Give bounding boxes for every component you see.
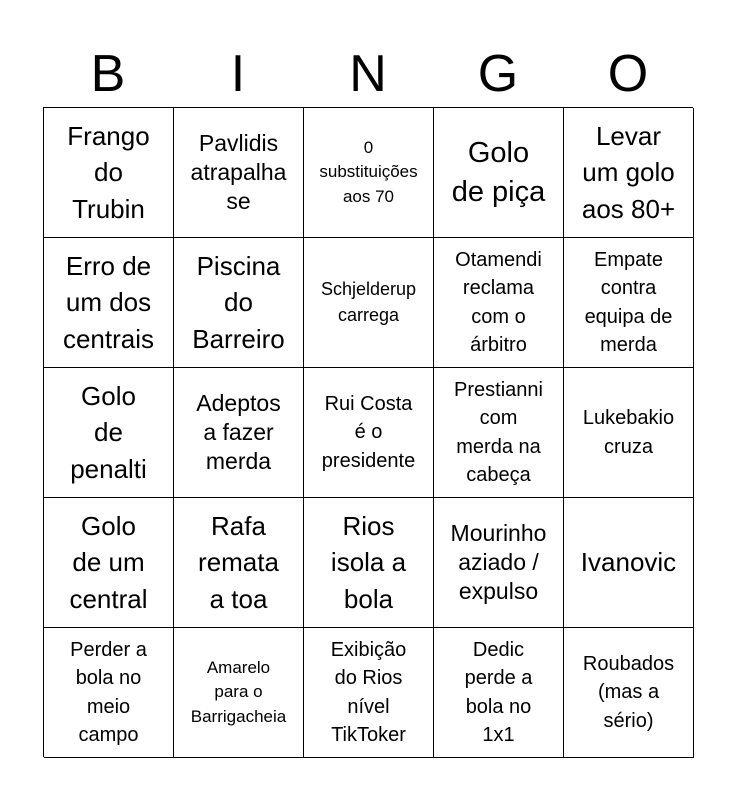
bingo-cell-r2-c1 bbox=[44, 238, 174, 368]
bingo-cell-r1-c1 bbox=[44, 108, 174, 238]
header-letter-b: B bbox=[90, 45, 126, 103]
bingo-cell-text: Ivanovic bbox=[580, 547, 677, 578]
bingo-cell-text: Lukebakio cruza bbox=[582, 407, 675, 458]
bingo-cell-r2-c5 bbox=[564, 238, 694, 368]
bingo-cell-text: Amarelo para o Barrigacheia bbox=[190, 658, 287, 726]
bingo-cell-text: Erro de um dos centrais bbox=[62, 250, 155, 354]
bingo-cell-r1-c2 bbox=[174, 108, 304, 238]
bingo-cell-text: Golo de piça bbox=[451, 137, 546, 208]
bingo-cell-text: Frango do Trubin bbox=[67, 120, 150, 224]
bingo-cell-text: Rios isola a bola bbox=[330, 510, 407, 614]
bingo-cell-text: Mourinho aziado / expulso bbox=[450, 520, 547, 604]
bingo-cell-text: Empate contra equipa de merda bbox=[584, 248, 673, 356]
bingo-cell-r3-c5 bbox=[564, 368, 694, 498]
bingo-cell-text: Adeptos a fazer merda bbox=[196, 390, 281, 474]
bingo-cell-text: Golo de penalti bbox=[70, 380, 147, 484]
bingo-cell-r3-c4 bbox=[434, 368, 564, 498]
bingo-cell-text: Levar um golo aos 80+ bbox=[581, 120, 676, 224]
bingo-cell-text: Perder a bola no meio campo bbox=[70, 638, 147, 746]
bingo-cell-r3-c2 bbox=[174, 368, 304, 498]
bingo-cell-r4-c1 bbox=[44, 498, 174, 628]
bingo-cell-r4-c2 bbox=[174, 498, 304, 628]
bingo-cell-text: Rafa remata a toa bbox=[198, 510, 279, 614]
bingo-cell-r3-c1 bbox=[44, 368, 174, 498]
bingo-cell-text: Exibição do Rios nível TikToker bbox=[330, 638, 407, 746]
bingo-cell-r1-c5 bbox=[564, 108, 694, 238]
bingo-card-grid bbox=[43, 107, 693, 757]
bingo-cell-r2-c4 bbox=[434, 238, 564, 368]
header-letter-o: O bbox=[607, 45, 649, 103]
bingo-cell-text: Schjelderup carrega bbox=[320, 279, 417, 325]
bingo-cell-text: Golo de um central bbox=[69, 510, 148, 614]
bingo-cell-text: Piscina do Barreiro bbox=[192, 250, 285, 354]
bingo-cell-r1-c4 bbox=[434, 108, 564, 238]
bingo-cell-r3-c3 bbox=[304, 368, 434, 498]
bingo-cell-text: Dedic perde a bola no 1x1 bbox=[464, 638, 533, 746]
bingo-cell-r4-c5 bbox=[564, 498, 694, 628]
bingo-header bbox=[43, 40, 693, 108]
bingo-cell-text: Rui Costa é o presidente bbox=[321, 392, 416, 472]
bingo-cell-text: Otamendi reclama com o árbitro bbox=[455, 248, 542, 356]
header-letter-g: G bbox=[477, 45, 519, 103]
bingo-cell-text: 0 substituições aos 70 bbox=[319, 138, 418, 206]
bingo-cell-text: Pavlidis atrapalha se bbox=[190, 130, 287, 214]
bingo-cell-r1-c3 bbox=[304, 108, 434, 238]
bingo-cell-r5-c2 bbox=[174, 628, 304, 758]
bingo-cell-r5-c3 bbox=[304, 628, 434, 758]
bingo-cell-r2-c2 bbox=[174, 238, 304, 368]
bingo-cell-text: Prestianni com merda na cabeça bbox=[454, 378, 543, 486]
bingo-cell-r4-c3 bbox=[304, 498, 434, 628]
bingo-cell-r5-c4 bbox=[434, 628, 564, 758]
header-letter-n: N bbox=[349, 45, 387, 103]
bingo-cell-text: Roubados (mas a sério) bbox=[582, 652, 675, 732]
bingo-cell-r5-c5 bbox=[564, 628, 694, 758]
bingo-cell-r2-c3 bbox=[304, 238, 434, 368]
bingo-cell-r5-c1 bbox=[44, 628, 174, 758]
bingo-cell-r4-c4 bbox=[434, 498, 564, 628]
header-letter-i: I bbox=[230, 45, 246, 103]
